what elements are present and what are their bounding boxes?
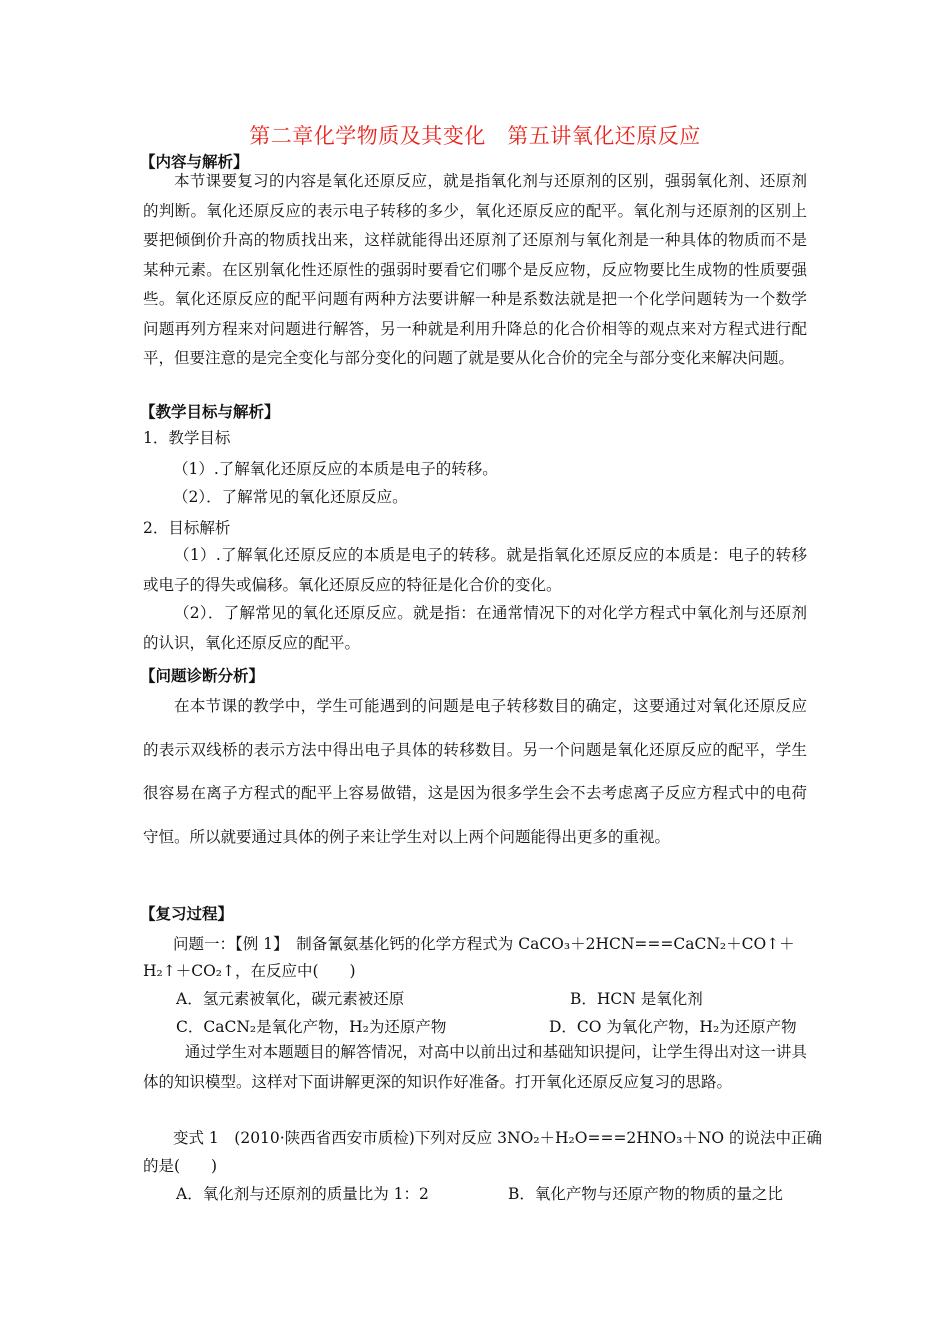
variant-1-stem-line-1: 变式 1 (2010·陕西省西安市质检)下列对反应 3NO₂＋H₂O===2HNO₃＋NO 的说法中正确 [173, 1129, 822, 1147]
objective-item-1: 1．教学目标 [143, 429, 231, 447]
example-1-stem-line-1: 问题一：【例 1】 制备氰氨基化钙的化学方程式为 CaCO₃＋2HCN===CaCN₂＋CO↑＋ [173, 935, 795, 953]
objective-item-2: 2．目标解析 [143, 519, 231, 537]
example-1-stem-line-2: H₂↑＋CO₂↑，在反应中( ) [143, 962, 356, 980]
objective-item-1a: （1）.了解氧化还原反应的本质是电子的转移。 [173, 460, 498, 478]
variant-1-option-a: A．氧化剂与还原剂的质量比为 1：2 [176, 1185, 429, 1203]
document-title: 第二章化学物质及其变化 第五讲氧化还原反应 [249, 124, 701, 148]
section-heading-content: 【内容与解析】 [140, 152, 249, 171]
variant-1-stem-line-2: 的是( ) [143, 1157, 218, 1175]
section-heading-objectives: 【教学目标与解析】 [140, 402, 280, 421]
objective-item-2a: （1）.了解氧化还原反应的本质是电子的转移。就是指氧化还原反应的本质是：电子的转移或电子的得失或偏移。氧化还原反应的特征是化合价的变化。 [143, 546, 807, 594]
section-heading-review: 【复习过程】 [140, 904, 234, 923]
example-1-option-c: C．CaCN₂是氧化产物，H₂为还原产物 [176, 1018, 447, 1036]
objective-item-2b: （2）．了解常见的氧化还原反应。就是指：在通常情况下的对化学方程式中氧化剂与还原剂的认识，氧化还原反应的配平。 [143, 604, 807, 652]
section-heading-diagnosis: 【问题诊断分析】 [140, 666, 265, 685]
objective-item-1b: （2）．了解常见的氧化还原反应。 [173, 488, 408, 506]
example-1-option-a: A．氢元素被氧化，碳元素被还原 [176, 990, 405, 1008]
diagnosis-paragraph: 在本节课的教学中，学生可能遇到的问题是电子转移数目的确定，这要通过对氧化还原反应的表示双线桥的表示方法中得出电子具体的转移数目。另一个问题是氧化还原反应的配平，学生很容易在离子方程式的配平上容易做错，这是因为很多学生会不去考虑离子反应方程式中的电荷守恒。所以就要通过具体的例子来让学生对以上两个问题能得出更多的重视。 [143, 697, 807, 846]
example-1-option-d: D．CO 为氧化产物，H₂为还原产物 [549, 1018, 797, 1036]
variant-1-option-b: B．氧化产物与还原产物的物质的量之比 [508, 1185, 783, 1203]
example-1-option-b: B．HCN 是氧化剂 [570, 990, 703, 1008]
teaching-note: 通过学生对本题题目的解答情况，对高中以前出过和基础知识提问，让学生得出对这一讲具体的知识模型。这样对下面讲解更深的知识作好准备。打开氧化还原反应复习的思路。 [143, 1043, 807, 1091]
content-paragraph: 本节课要复习的内容是氧化还原反应，就是指氧化剂与还原剂的区别，强弱氧化剂、还原剂的判断。氧化还原反应的表示电子转移的多少，氧化还原反应的配平。氧化剂与还原剂的区别上要把倾倒价升高的物质找出来，这样就能得出还原剂了还原剂与氧化剂是一种具体的物质而不是某种元素。在区别氧化性还原性的强弱时要看它们哪个是反应物，反应物要比生成物的性质要强些。氧化还原反应的配平问题有两种方法要讲解一种是系数法就是把一个化学问题转为一个数学问题再列方程来对问题进行解答，另一种就是利用升降总的化合价相等的观点来对方程式进行配平，但要注意的是完全变化与部分变化的问题了就是要从化合价的完全与部分变化来解决问题。 [143, 172, 807, 367]
